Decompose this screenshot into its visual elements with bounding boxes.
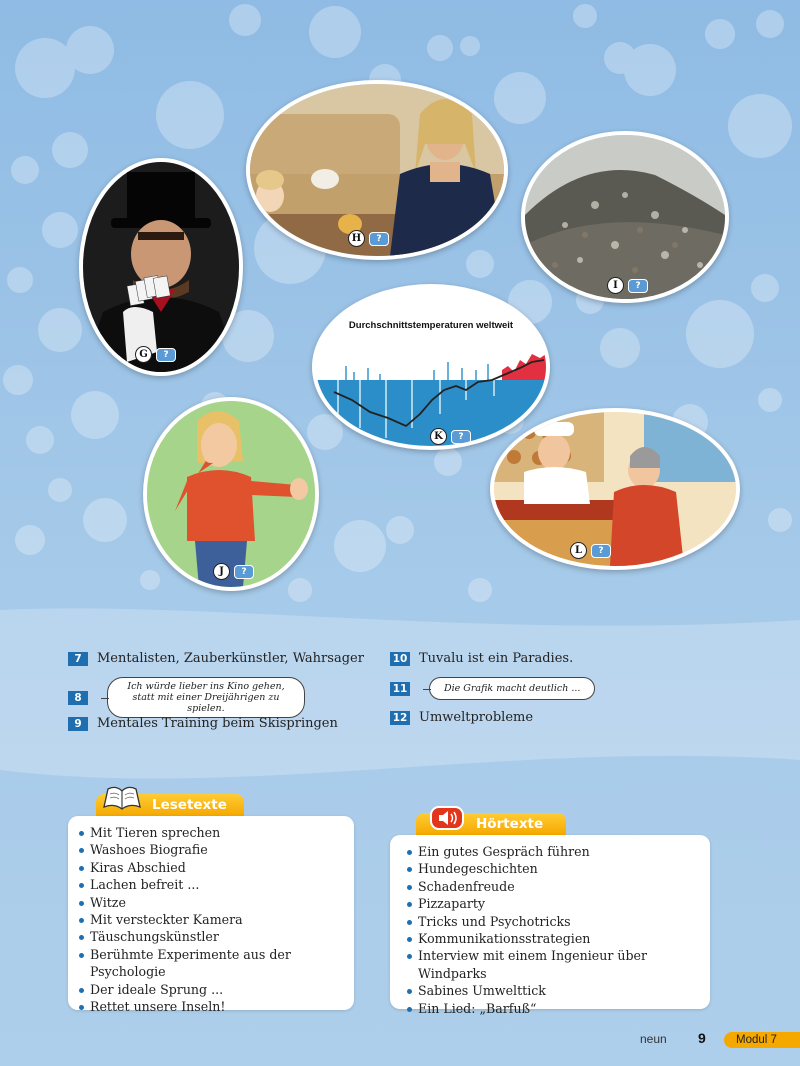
lesetexte-box bbox=[68, 816, 354, 1015]
speaker-icon bbox=[430, 805, 464, 831]
list-item[interactable]: Pizzaparty bbox=[404, 895, 710, 912]
list-item[interactable]: Ein Lied: „Barfuß“ bbox=[404, 1000, 710, 1017]
photo-shocked-woman bbox=[143, 397, 319, 591]
photo-teen-with-child bbox=[246, 80, 508, 260]
topic-title: Umweltprobleme bbox=[419, 710, 534, 725]
bakery-illustration bbox=[494, 412, 736, 566]
list-item[interactable]: Kiras Abschied bbox=[76, 859, 354, 876]
topic-11[interactable] bbox=[390, 677, 595, 700]
list-item[interactable]: Kommunikationsstrategien bbox=[404, 930, 710, 947]
list-item[interactable]: Witze bbox=[76, 894, 354, 911]
list-item[interactable]: Täuschungskünstler bbox=[76, 928, 354, 945]
topic-title: Tuvalu ist ein Paradies. bbox=[419, 651, 574, 666]
question-marker-g[interactable]: ? bbox=[156, 348, 176, 362]
lesetexte-tab bbox=[96, 794, 244, 816]
photo-letter-h: H bbox=[348, 230, 365, 247]
hoertexte-title: Hörtexte bbox=[476, 816, 544, 832]
topic-title: Mentalisten, Zauberkünstler, Wahrsager bbox=[97, 651, 364, 666]
photo-tag-i bbox=[607, 277, 648, 294]
question-marker-i[interactable]: ? bbox=[628, 279, 648, 293]
photo-bakery bbox=[490, 408, 740, 570]
photo-landfill bbox=[521, 131, 729, 303]
photo-tag-j bbox=[213, 563, 254, 580]
hoertexte-tab bbox=[416, 813, 566, 835]
photo-tag-l bbox=[570, 542, 611, 559]
list-item[interactable]: Washoes Biografie bbox=[76, 841, 354, 858]
topic-number: 9 bbox=[68, 717, 88, 731]
topic-number: 8 bbox=[68, 691, 88, 705]
topic-10[interactable] bbox=[390, 651, 573, 666]
module-badge: Modul 7 bbox=[724, 1032, 800, 1048]
photo-letter-l: L bbox=[570, 542, 587, 559]
list-item[interactable]: Mit versteckter Kamera bbox=[76, 911, 354, 928]
question-marker-h[interactable]: ? bbox=[369, 232, 389, 246]
photo-letter-g: G bbox=[135, 346, 152, 363]
hoertexte-box bbox=[390, 835, 710, 1016]
list-item[interactable]: Sabines Umwelttick bbox=[404, 982, 710, 999]
list-item[interactable]: Der ideale Sprung ... bbox=[76, 981, 354, 998]
photo-tag-h bbox=[348, 230, 389, 247]
page-number: 9 bbox=[698, 1030, 706, 1046]
woman-illustration bbox=[147, 401, 315, 587]
speech-bubble: Die Grafik macht deutlich ... bbox=[429, 677, 595, 700]
question-marker-l[interactable]: ? bbox=[591, 544, 611, 558]
list-item[interactable]: Ein gutes Gespräch führen bbox=[404, 843, 710, 860]
topic-number: 10 bbox=[390, 652, 410, 666]
topic-title: Mentales Training beim Skispringen bbox=[97, 716, 338, 731]
topic-7[interactable] bbox=[68, 651, 364, 666]
photo-tag-k bbox=[430, 428, 471, 445]
landfill-illustration bbox=[525, 135, 725, 299]
list-item[interactable]: Rettet unsere Inseln! bbox=[76, 998, 354, 1015]
magician-illustration bbox=[83, 162, 239, 372]
page-word: neun bbox=[640, 1032, 667, 1046]
list-item[interactable]: Hundegeschichten bbox=[404, 860, 710, 877]
list-item[interactable]: Mit Tieren sprechen bbox=[76, 824, 354, 841]
list-item[interactable]: Interview mit einem Ingenieur über Windparks bbox=[404, 947, 710, 982]
photo-magician bbox=[79, 158, 243, 376]
topic-8[interactable] bbox=[68, 677, 305, 718]
photo-letter-k: K bbox=[430, 428, 447, 445]
question-marker-k[interactable]: ? bbox=[451, 430, 471, 444]
list-item[interactable]: Lachen befreit ... bbox=[76, 876, 354, 893]
photo-tag-g bbox=[135, 346, 176, 363]
hoertexte-list bbox=[390, 835, 710, 1017]
lesetexte-list bbox=[68, 816, 354, 1015]
topic-12[interactable] bbox=[390, 710, 533, 725]
list-item[interactable]: Tricks und Psychotricks bbox=[404, 913, 710, 930]
photo-letter-i: I bbox=[607, 277, 624, 294]
topic-number: 12 bbox=[390, 711, 410, 725]
speech-bubble: Ich würde lieber ins Kino gehen, statt mit einer Dreijährigen zu spielen. bbox=[107, 677, 305, 718]
list-item[interactable]: Berühmte Experimente aus der Psychologie bbox=[76, 946, 354, 981]
list-item[interactable]: Schadenfreude bbox=[404, 878, 710, 895]
photo-letter-j: J bbox=[213, 563, 230, 580]
lesetexte-title: Lesetexte bbox=[152, 797, 227, 813]
chart-title: Durchschnittstemperaturen weltweit bbox=[348, 320, 514, 331]
topic-9[interactable] bbox=[68, 716, 338, 731]
topic-number: 7 bbox=[68, 652, 88, 666]
topic-number: 11 bbox=[390, 682, 410, 696]
question-marker-j[interactable]: ? bbox=[234, 565, 254, 579]
book-icon bbox=[102, 784, 142, 812]
